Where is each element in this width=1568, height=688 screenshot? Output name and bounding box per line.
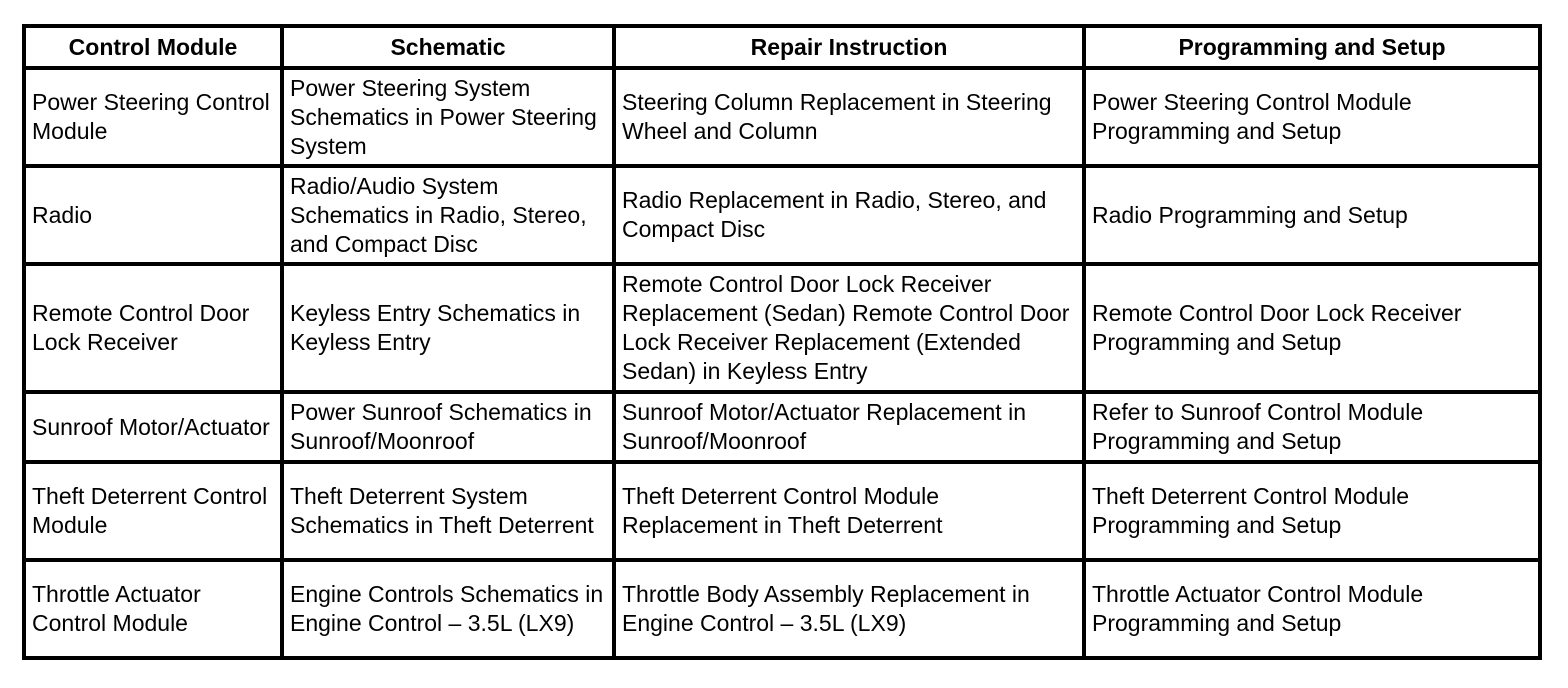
cell-repair-instruction: Sunroof Motor/Actuator Replacement in Sunroof/Moonroof [614,392,1084,462]
cell-programming-and-setup: Throttle Actuator Control Module Programming and Setup [1084,560,1540,658]
cell-schematic: Keyless Entry Schematics in Keyless Entry [282,264,614,392]
table-row [24,166,1540,264]
module-reference-table [22,24,1542,660]
cell-control-module: Power Steering Control Module [24,68,282,166]
header-programming-and-setup: Programming and Setup [1084,26,1540,68]
cell-control-module: Remote Control Door Lock Receiver [24,264,282,392]
cell-repair-instruction: Remote Control Door Lock Receiver Replacement (Sedan) Remote Control Door Lock Receiver Replacement (Extended Sedan) in Keyless Entry [614,264,1084,392]
cell-schematic: Theft Deterrent System Schematics in Theft Deterrent [282,462,614,560]
cell-control-module: Theft Deterrent Control Module [24,462,282,560]
cell-control-module: Sunroof Motor/Actuator [24,392,282,462]
table-row [24,264,1540,392]
module-reference-table-container [22,24,1542,660]
table-header-row [24,26,1540,68]
cell-repair-instruction: Theft Deterrent Control Module Replacement in Theft Deterrent [614,462,1084,560]
cell-programming-and-setup: Theft Deterrent Control Module Programming and Setup [1084,462,1540,560]
header-control-module: Control Module [24,26,282,68]
cell-schematic: Power Sunroof Schematics in Sunroof/Moonroof [282,392,614,462]
cell-repair-instruction: Throttle Body Assembly Replacement in Engine Control – 3.5L (LX9) [614,560,1084,658]
table-row [24,560,1540,658]
table-row [24,68,1540,166]
header-schematic: Schematic [282,26,614,68]
table-row [24,462,1540,560]
cell-schematic: Radio/Audio System Schematics in Radio, Stereo, and Compact Disc [282,166,614,264]
cell-schematic: Engine Controls Schematics in Engine Control – 3.5L (LX9) [282,560,614,658]
cell-programming-and-setup: Remote Control Door Lock Receiver Programming and Setup [1084,264,1540,392]
cell-repair-instruction: Steering Column Replacement in Steering Wheel and Column [614,68,1084,166]
cell-programming-and-setup: Radio Programming and Setup [1084,166,1540,264]
cell-programming-and-setup: Power Steering Control Module Programming and Setup [1084,68,1540,166]
table-row [24,392,1540,462]
cell-programming-and-setup: Refer to Sunroof Control Module Programming and Setup [1084,392,1540,462]
cell-schematic: Power Steering System Schematics in Power Steering System [282,68,614,166]
header-repair-instruction: Repair Instruction [614,26,1084,68]
cell-control-module: Throttle Actuator Control Module [24,560,282,658]
cell-repair-instruction: Radio Replacement in Radio, Stereo, and Compact Disc [614,166,1084,264]
cell-control-module: Radio [24,166,282,264]
